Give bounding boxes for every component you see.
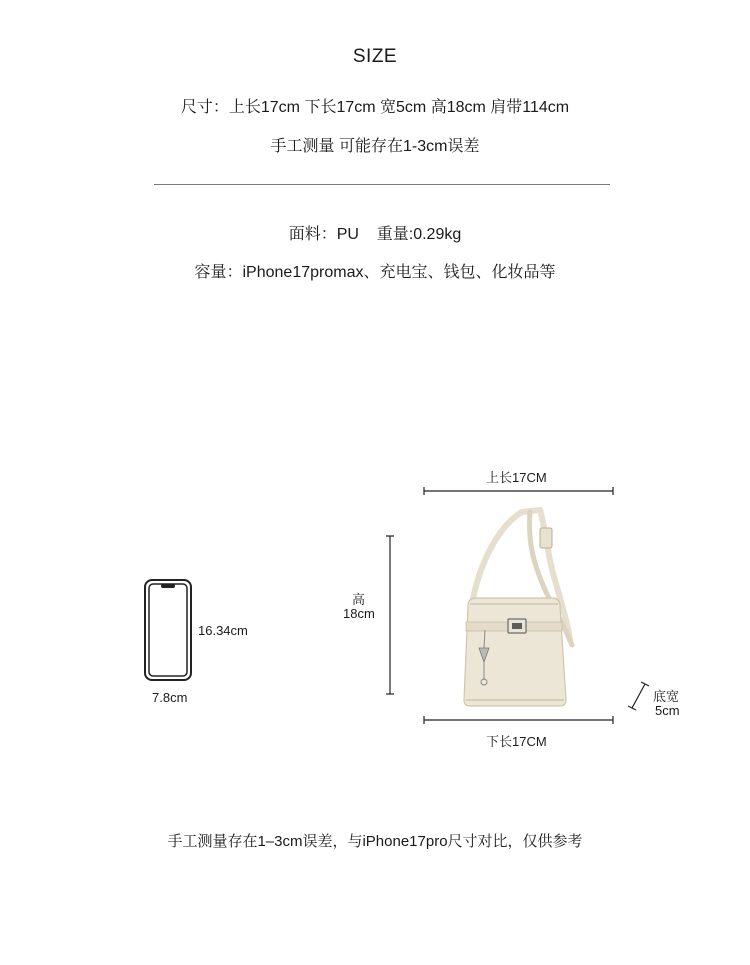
tolerance-text: 手工测量 可能存在1-3cm误差: [270, 138, 480, 155]
phone-height-label: 16.34cm: [198, 623, 248, 638]
bag-top-length-label: 上长17CM: [486, 470, 547, 485]
phone-icon: [145, 580, 191, 680]
bag-height-label: 高: [352, 592, 366, 607]
height-dimension-line: [386, 536, 394, 694]
bag-depth-value: 5cm: [655, 703, 680, 718]
depth-dimension-line: [628, 682, 649, 710]
phone-width-label: 7.8cm: [152, 690, 188, 705]
capacity-text: 容量：iPhone17promax、充电宝、钱包、化妆品等: [194, 264, 556, 281]
bag-illustration: [464, 510, 572, 706]
dimensions-text: 尺寸：上长17cm 下长17cm 宽5cm 高18cm 肩带114cm: [180, 99, 570, 116]
material-weight-text: 面料：PU 重量:0.29kg: [288, 226, 462, 243]
page-title: SIZE: [352, 46, 398, 67]
bag-depth-label: 底宽: [653, 689, 680, 704]
footer-note: 手工测量存在1–3cm误差，与iPhone17pro尺寸对比，仅供参考: [167, 833, 583, 850]
bag-height-value: 18cm: [343, 606, 375, 621]
bag-bottom-length-label: 下长17CM: [486, 734, 547, 749]
bottom-width-dimension-line: [424, 716, 613, 724]
top-width-dimension-line: [424, 487, 613, 495]
